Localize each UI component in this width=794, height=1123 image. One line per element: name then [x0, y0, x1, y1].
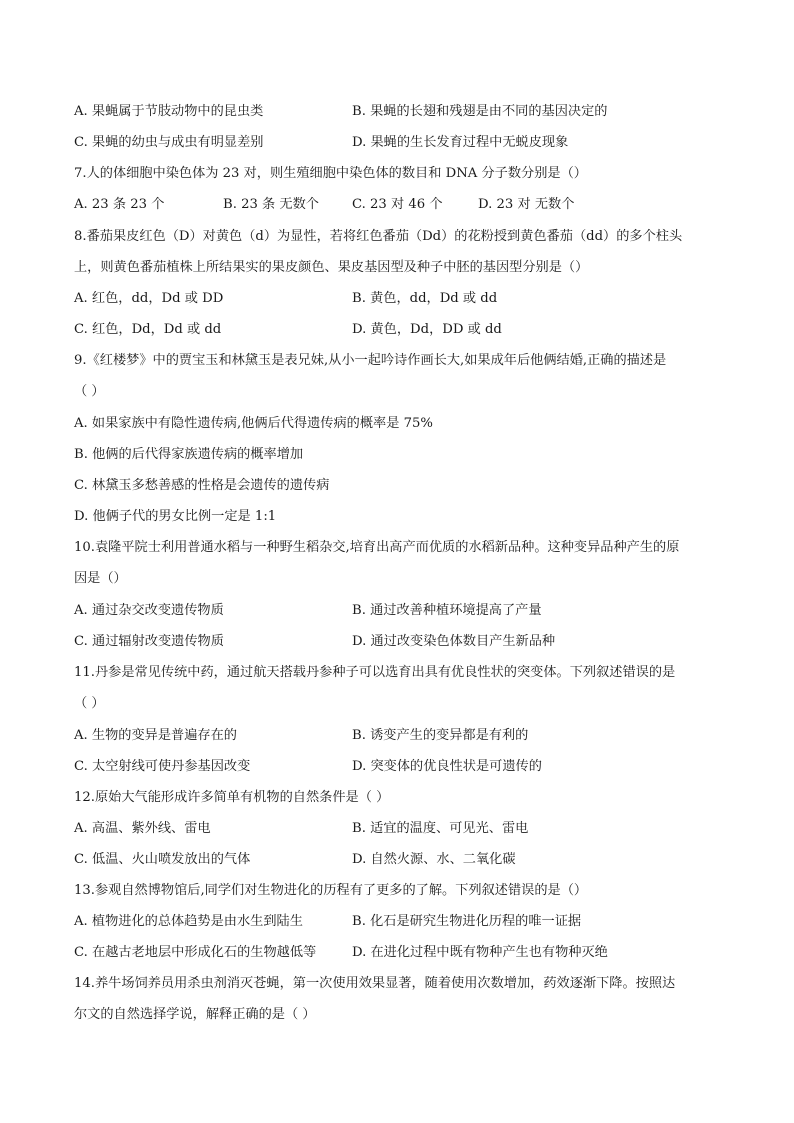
- q10-option-a: A. 通过杂交改变遗传物质: [74, 603, 224, 618]
- q12-option-b: B. 适宜的温度、可见光、雷电: [352, 821, 529, 836]
- q9-option-d: D. 他俩子代的男女比例一定是 1:1: [74, 509, 277, 524]
- q8-option-a: A. 红色，dd，Dd 或 DD: [74, 291, 224, 306]
- q14-stem-line-2: 尔文的自然选择学说，解释正确的是（ ）: [74, 1007, 316, 1022]
- q8-options-row-2: [74, 321, 734, 339]
- q6-options-row-1: [74, 103, 734, 121]
- q11-option-a: A. 生物的变异是普遍存在的: [74, 728, 237, 743]
- q10-options-row-2: [74, 633, 734, 651]
- q8-option-d: D. 黄色，Dd，DD 或 dd: [352, 322, 502, 337]
- q10-option-c: C. 通过辐射改变遗传物质: [74, 634, 224, 649]
- q13-option-b: B. 化石是研究生物进化历程的唯一证据: [352, 914, 582, 929]
- q9-option-c: C. 林黛玉多愁善感的性格是会遗传的遗传病: [74, 478, 330, 493]
- q7-option-a: A. 23 条 23 个: [74, 197, 165, 212]
- q10-option-d: D. 通过改变染色体数目产生新品种: [352, 634, 556, 649]
- q11-stem-line-1: 11.丹参是常见传统中药，通过航天搭载丹参种子可以选育出具有优良性状的突变体。下列叙述错误的是: [74, 665, 676, 680]
- q11-options-row-2: [74, 758, 734, 776]
- q6-options-row-2: [74, 134, 734, 152]
- q12-options-row-1: [74, 820, 734, 838]
- q8-option-c: C. 红色，Dd，Dd 或 dd: [74, 322, 222, 337]
- q7-options-row: [74, 196, 734, 214]
- q12-stem: 12.原始大气能形成许多简单有机物的自然条件是（ ）: [74, 790, 390, 805]
- q9-option-a: A. 如果家族中有隐性遗传病,他俩后代得遗传病的概率是 75%: [74, 416, 433, 431]
- q13-options-row-2: [74, 944, 734, 962]
- q12-option-d: D. 自然火源、水、二氧化碳: [352, 852, 516, 867]
- q11-stem-line-2: （ ）: [74, 696, 105, 711]
- q12-option-a: A. 高温、紫外线、雷电: [74, 821, 211, 836]
- q8-stem-line-1: 8.番茄果皮红色（D）对黄色（d）为显性，若将红色番茄（Dd）的花粉授到黄色番茄（dd）的多个柱头: [74, 229, 683, 244]
- q13-options-row-1: [74, 913, 734, 931]
- q8-options-row-1: [74, 290, 734, 308]
- q11-option-c: C. 太空射线可使丹参基因改变: [74, 759, 251, 774]
- q7-option-b: B. 23 条 无数个: [223, 197, 319, 212]
- q13-option-d: D. 在进化过程中既有物种产生也有物种灭绝: [352, 945, 608, 960]
- q6-option-d: D. 果蝇的生长发育过程中无蜕皮现象: [352, 135, 569, 150]
- q7-option-c: C. 23 对 46 个: [352, 197, 443, 212]
- q9-option-b: B. 他俩的后代得家族遗传病的概率增加: [74, 447, 304, 462]
- q11-option-d: D. 突变体的优良性状是可遗传的: [352, 759, 542, 774]
- q12-options-row-2: [74, 851, 734, 869]
- q10-stem-line-2: 因是（）: [74, 571, 127, 586]
- q7-stem: 7.人的体细胞中染色体为 23 对，则生殖细胞中染色体的数目和 DNA 分子数分别是（）: [74, 166, 587, 181]
- q6-option-a: A. 果蝇属于节肢动物中的昆虫类: [74, 104, 264, 119]
- q8-option-b: B. 黄色，dd，Dd 或 dd: [352, 291, 498, 306]
- q9-stem-line-2: （ ）: [74, 384, 105, 399]
- q6-option-c: C. 果蝇的幼虫与成虫有明显差别: [74, 135, 264, 150]
- q13-option-c: C. 在越古老地层中形成化石的生物越低等: [74, 945, 317, 960]
- q9-stem-line-1: 9.《红楼梦》中的贾宝玉和林黛玉是表兄妹,从小一起吟诗作画长大,如果成年后他俩结婚,正确的描述是: [74, 353, 667, 368]
- q11-options-row-1: [74, 727, 734, 745]
- q13-stem: 13.参观自然博物馆后,同学们对生物进化的历程有了更多的了解。下列叙述错误的是（）: [74, 883, 588, 898]
- q10-stem-line-1: 10.袁隆平院士利用普通水稻与一种野生稻杂交,培育出高产而优质的水稻新品种。这种变异品种产生的原: [74, 540, 680, 555]
- q10-options-row-1: [74, 602, 734, 620]
- q12-option-c: C. 低温、火山喷发放出的气体: [74, 852, 251, 867]
- q14-stem-line-1: 14.养牛场饲养员用杀虫剂消灭苍蝇，第一次使用效果显著，随着使用次数增加，药效逐渐下降。按照达: [74, 976, 676, 991]
- q8-stem-line-2: 上，则黄色番茄植株上所结果实的果皮颜色、果皮基因型及种子中胚的基因型分别是（）: [74, 260, 589, 275]
- q13-option-a: A. 植物进化的总体趋势是由水生到陆生: [74, 914, 303, 929]
- q11-option-b: B. 诱变产生的变异都是有利的: [352, 728, 529, 743]
- q10-option-b: B. 通过改善种植环境提高了产量: [352, 603, 542, 618]
- q7-option-d: D. 23 对 无数个: [478, 197, 575, 212]
- q6-option-b: B. 果蝇的长翅和残翅是由不同的基因决定的: [352, 104, 608, 119]
